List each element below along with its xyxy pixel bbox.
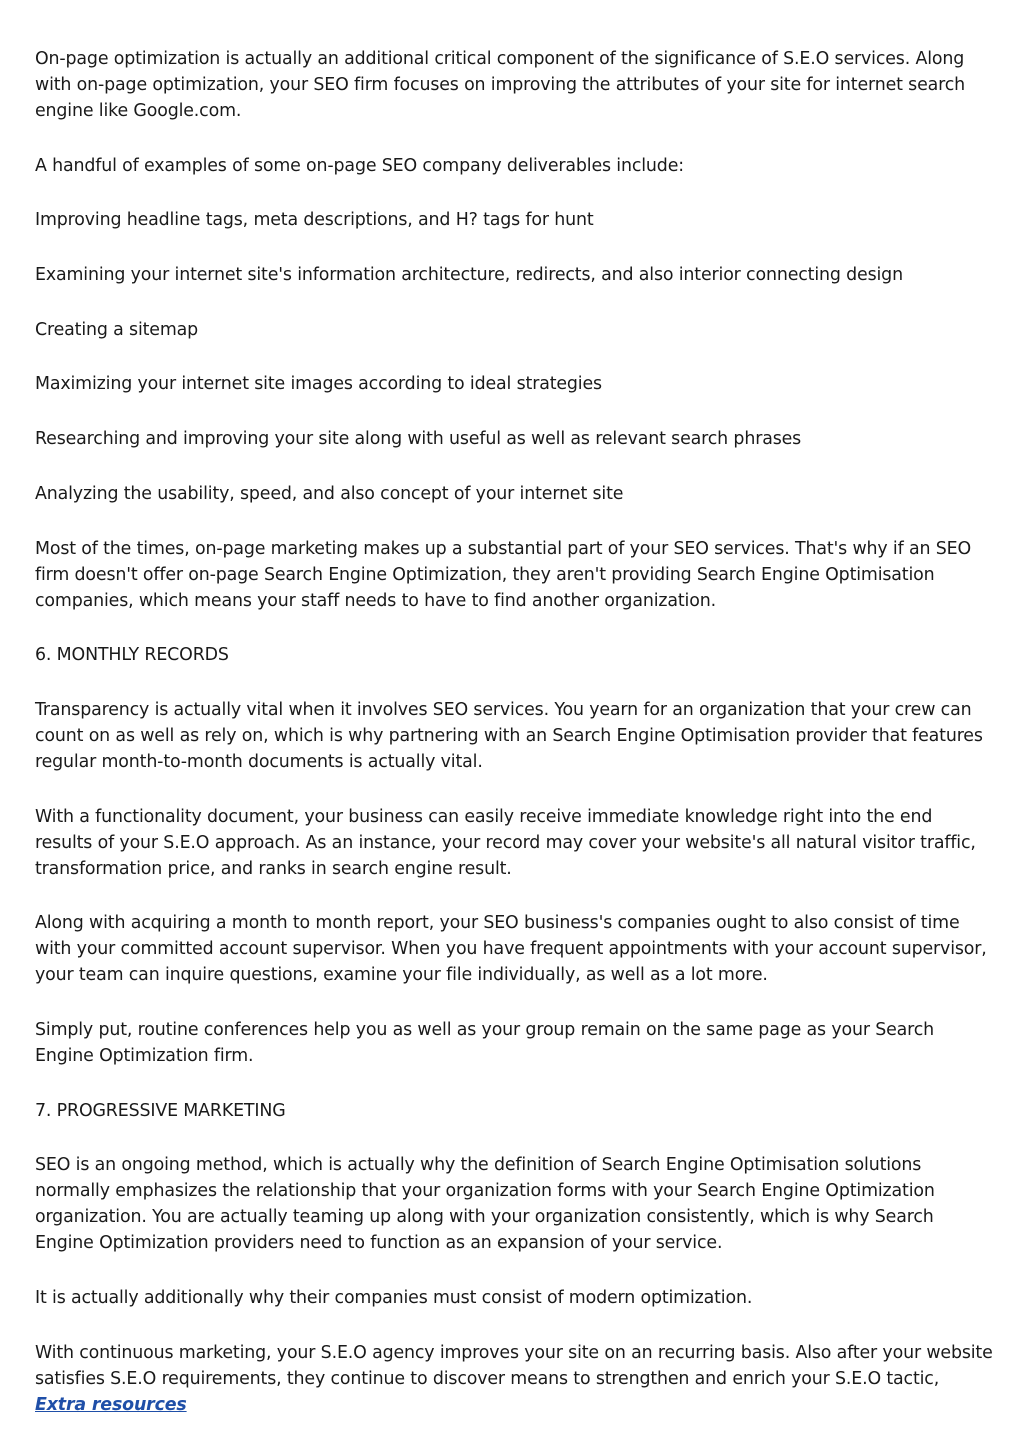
paragraph-onpage-intro: On-page optimization is actually an additional critical component of the significance of S.E.O services. Along with on-page optimization, your SEO firm focuses on improving the attributes of your site for internet search engine like Google.com. bbox=[35, 49, 966, 121]
list-item-sitemap: Creating a sitemap bbox=[35, 319, 199, 340]
paragraph-transparency: Transparency is actually vital when it involves SEO services. You yearn for an organization that your crew can count on as well as rely on, which is why partnering with an Search Engine Optimisation provider that features regular month-to-month documents is actually vital. bbox=[35, 699, 983, 772]
list-item-usability: Analyzing the usability, speed, and also concept of your internet site bbox=[35, 483, 624, 504]
section-heading-progressive-marketing: 7. PROGRESSIVE MARKETING bbox=[35, 1100, 286, 1121]
paragraph-functionality-document: With a functionality document, your business can easily receive immediate knowledge right into the end results of your S.E.O approach. As an instance, your record may cover your website's all natural visitor traffic, transformation price, and ranks in search engine result. bbox=[35, 806, 976, 879]
paragraph-continuous-marketing bbox=[35, 1340, 994, 1418]
paragraph-modern-optimization: It is actually additionally why their companies must consist of modern optimization. bbox=[35, 1288, 753, 1308]
paragraph-continuous-marketing-text: With continuous marketing, your S.E.O agency improves your site on an recurring basis. Also after your website satisfies S.E.O requirements, they continue to discover means to strengthen and enrich your S.E.O tactic, bbox=[35, 1342, 993, 1389]
list-item-images: Maximizing your internet site images according to ideal strategies bbox=[35, 374, 602, 395]
list-item-site-architecture: Examining your internet site's information architecture, redirects, and also interior connecting design bbox=[35, 265, 903, 286]
list-item-headline-tags: Improving headline tags, meta descriptions, and H? tags for hunt bbox=[35, 210, 594, 231]
section-heading-monthly-records: 6. MONTHLY RECORDS bbox=[35, 645, 229, 666]
paragraph-ongoing-method: SEO is an ongoing method, which is actually why the definition of Search Engine Optimisation solutions normally emphasizes the relationship that your organization forms with your Search Engine Optimization organization. You are actually teaming up along with your organization consistently, which is why Search Engine Optimization providers need to function as an expansion of your service. bbox=[35, 1155, 935, 1254]
extra-resources-link[interactable]: Extra resources bbox=[35, 1394, 187, 1415]
paragraph-account-supervisor: Along with acquiring a month to month report, your SEO business's companies ought to also consist of time with your committed account supervisor. When you have frequent appointments with your account supervisor, your team can inquire questions, examine your file individually, as well as a lot more. bbox=[35, 913, 987, 986]
paragraph-deliverables-intro: A handful of examples of some on-page SEO company deliverables include: bbox=[35, 155, 684, 176]
list-item-keywords: Researching and improving your site along with useful as well as relevant search phrases bbox=[35, 429, 802, 450]
paragraph-onpage-summary: Most of the times, on-page marketing makes up a substantial part of your SEO services. That's why if an SEO firm doesn't offer on-page Search Engine Optimization, they aren't providing Search Engine Optimisation companies, which means your staff needs to have to find another organization. bbox=[35, 538, 971, 611]
paragraph-routine-conferences: Simply put, routine conferences help you as well as your group remain on the same page as your Search Engine Optimization firm. bbox=[35, 1019, 935, 1066]
